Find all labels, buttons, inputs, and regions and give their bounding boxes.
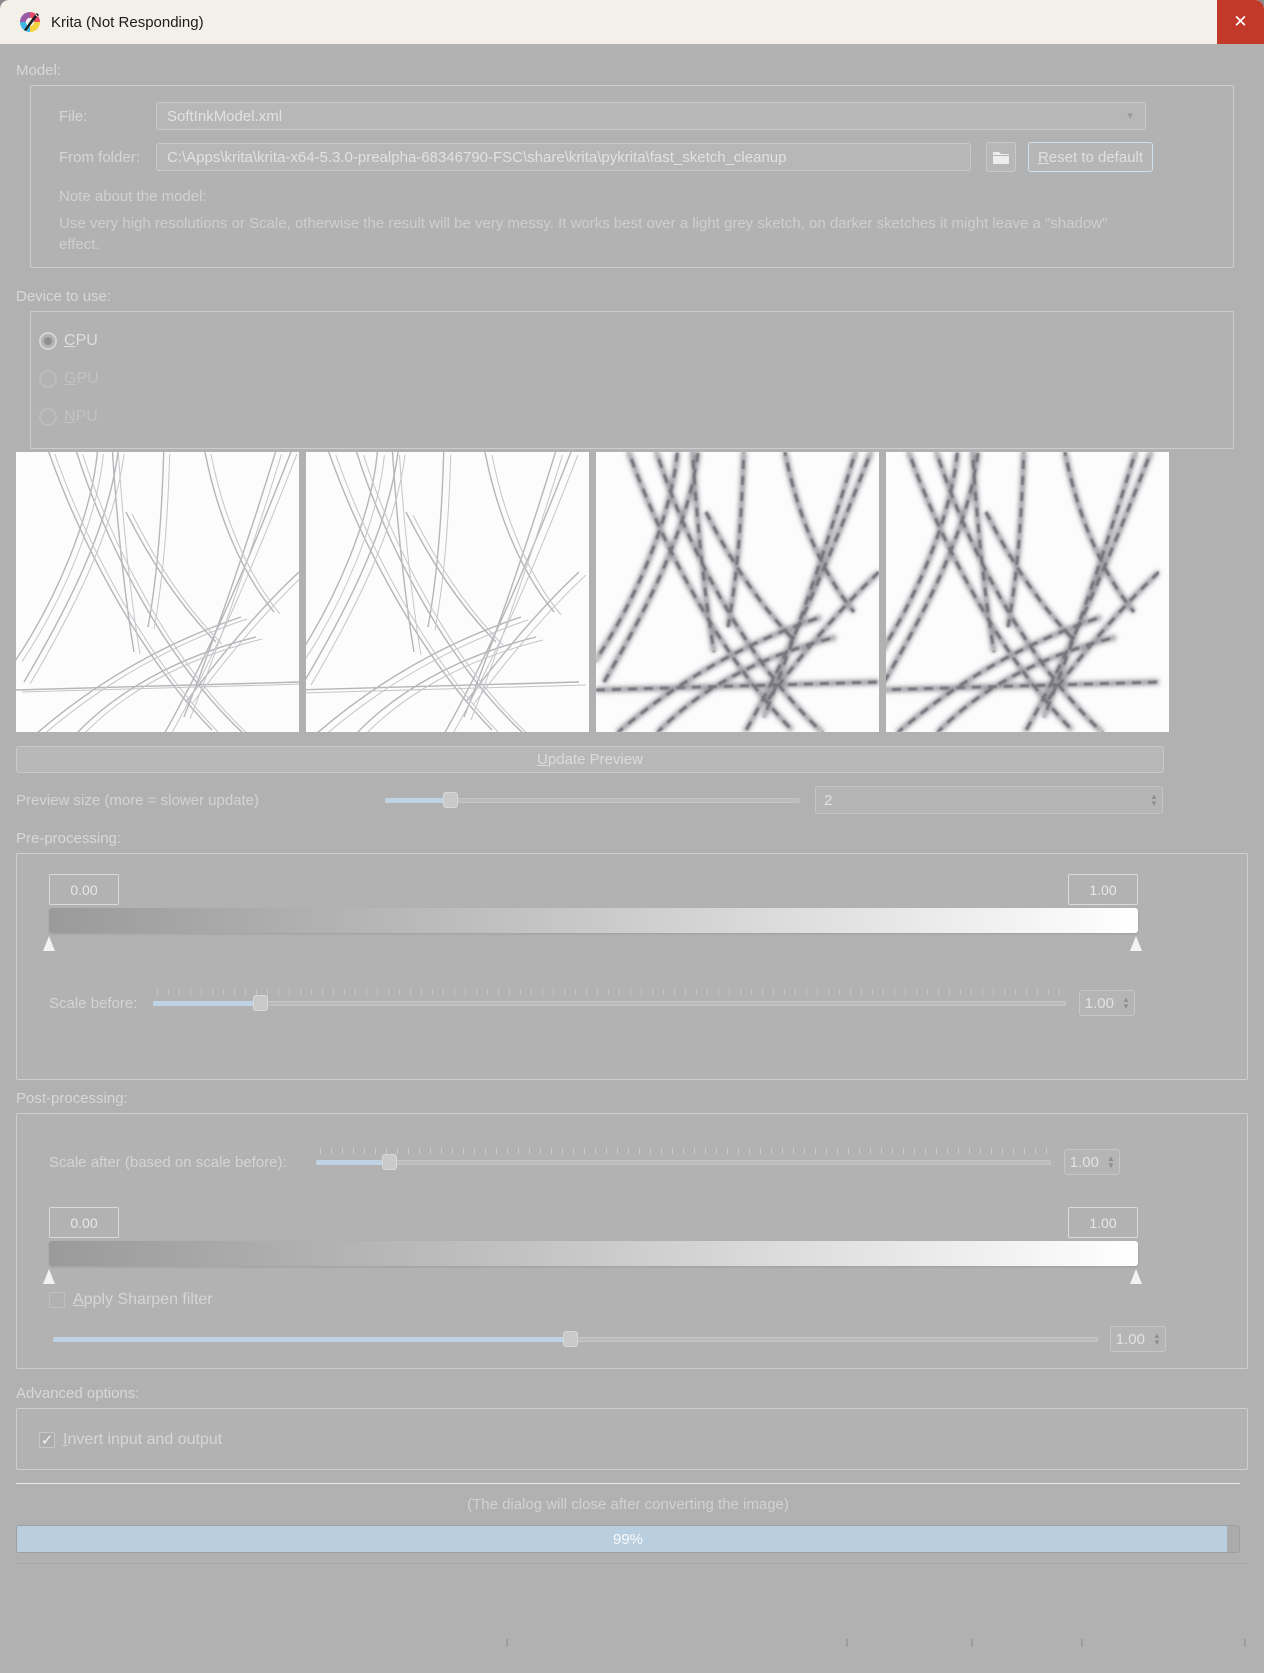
scale-after-slider[interactable] bbox=[316, 1148, 1051, 1176]
preview-size-value: 2 bbox=[824, 791, 833, 809]
progress-bar bbox=[16, 1525, 1240, 1553]
preview-strip bbox=[16, 452, 1248, 732]
scale-after-value: 1.00 bbox=[1069, 1153, 1099, 1171]
folder-path-field[interactable] bbox=[156, 143, 971, 171]
spin-up-icon[interactable]: ▲ bbox=[1153, 1331, 1161, 1340]
model-file-combobox[interactable] bbox=[156, 102, 1146, 130]
preview-size-slider[interactable] bbox=[385, 786, 800, 814]
slider-groove bbox=[316, 1160, 1051, 1165]
scale-before-spinbox[interactable] bbox=[1079, 990, 1135, 1016]
spin-up-icon[interactable]: ▲ bbox=[1150, 792, 1158, 801]
titlebar bbox=[0, 0, 1264, 44]
scale-before-value: 1.00 bbox=[1084, 994, 1114, 1012]
slider-fill bbox=[385, 798, 447, 803]
apply-sharpen-row[interactable] bbox=[49, 1290, 1220, 1310]
post-processing-group bbox=[16, 1113, 1248, 1369]
levels-max-handle[interactable] bbox=[1130, 936, 1142, 951]
slider-fill bbox=[153, 1001, 258, 1006]
spin-up-icon[interactable]: ▲ bbox=[1107, 1154, 1115, 1163]
preview-image-2 bbox=[306, 452, 589, 732]
sharpen-label: Apply Sharpen filter bbox=[73, 1291, 213, 1308]
model-group bbox=[30, 85, 1234, 268]
radio-button-cpu[interactable] bbox=[39, 332, 57, 350]
post-levels-min-box[interactable]: 0.00 bbox=[49, 1207, 119, 1238]
window-title: Krita (Not Responding) bbox=[51, 13, 204, 31]
model-note-text: Use very high resolutions or Scale, otherwise the result will be very messy. It works best over a light grey sketch, on darker sketches it might leave a "shadow" effect. bbox=[59, 215, 1108, 253]
spin-up-icon[interactable]: ▲ bbox=[1122, 995, 1130, 1004]
update-preview-button[interactable]: Update Preview bbox=[16, 746, 1164, 773]
spin-down-icon[interactable]: ▼ bbox=[1122, 1002, 1130, 1011]
scale-before-slider[interactable] bbox=[153, 989, 1066, 1017]
preview-size-spinbox[interactable] bbox=[815, 786, 1163, 814]
slider-fill bbox=[53, 1337, 570, 1342]
reset-to-default-button[interactable]: Reset to default bbox=[1028, 142, 1153, 172]
pre-levels-handles bbox=[49, 933, 1138, 955]
model-note-label: Note about the model: bbox=[59, 188, 207, 205]
pre-levels-gradient[interactable] bbox=[49, 908, 1138, 933]
file-label: File: bbox=[59, 107, 88, 125]
divider bbox=[16, 1483, 1240, 1484]
slider-handle[interactable] bbox=[382, 1154, 397, 1170]
slider-groove bbox=[153, 1001, 1066, 1006]
pre-processing-group bbox=[16, 853, 1248, 1080]
levels-min-handle[interactable] bbox=[43, 1269, 55, 1284]
levels-min-handle[interactable] bbox=[43, 936, 55, 951]
sharpen-checkbox[interactable] bbox=[49, 1292, 65, 1308]
radio-label-cpu: CPU bbox=[64, 332, 98, 349]
post-processing-label: Post-processing: bbox=[16, 1090, 128, 1107]
invert-checkbox[interactable] bbox=[39, 1432, 55, 1448]
radio-button-gpu bbox=[39, 370, 57, 388]
radio-button-npu bbox=[39, 408, 57, 426]
check-icon: ✓ bbox=[40, 1432, 54, 1449]
preview-image-4 bbox=[886, 452, 1169, 732]
slider-handle[interactable] bbox=[253, 995, 268, 1011]
radio-option-gpu bbox=[39, 368, 1233, 390]
slider-handle[interactable] bbox=[563, 1331, 578, 1347]
scale-after-spinbox[interactable] bbox=[1064, 1149, 1120, 1175]
close-icon: ✕ bbox=[1233, 12, 1248, 31]
model-section-label: Model: bbox=[16, 62, 62, 79]
device-group bbox=[30, 311, 1234, 449]
chevron-down-icon: ▼ bbox=[1125, 110, 1135, 122]
post-levels-max-box[interactable]: 1.00 bbox=[1068, 1207, 1138, 1238]
pre-levels-max-box[interactable]: 1.00 bbox=[1068, 874, 1138, 905]
folder-path-value: C:\Apps\krita\krita-x64-5.3.0-prealpha-68346790-FSC\share\krita\pykrita\fast_sketch_cleanup bbox=[167, 148, 787, 166]
progress-text: 99% bbox=[612, 1530, 644, 1548]
radio-option-npu bbox=[39, 406, 1233, 428]
spinbox-arrows[interactable] bbox=[1149, 1332, 1165, 1346]
scale-before-label: Scale before: bbox=[49, 994, 138, 1012]
spin-down-icon[interactable]: ▼ bbox=[1150, 799, 1158, 808]
spinbox-arrows[interactable] bbox=[1118, 996, 1134, 1010]
browse-folder-button[interactable] bbox=[986, 142, 1016, 172]
post-levels-handles bbox=[49, 1266, 1138, 1288]
sharpen-strength-slider[interactable] bbox=[53, 1325, 1098, 1353]
advanced-options-label: Advanced options: bbox=[16, 1385, 140, 1402]
preview-image-3 bbox=[596, 452, 879, 732]
radio-label-npu: NPU bbox=[64, 408, 98, 425]
advanced-options-group bbox=[16, 1408, 1248, 1470]
spin-down-icon[interactable]: ▼ bbox=[1107, 1161, 1115, 1170]
sharpen-value: 1.00 bbox=[1115, 1330, 1145, 1348]
slider-handle[interactable] bbox=[443, 792, 458, 808]
preview-image-1 bbox=[16, 452, 299, 732]
invert-label: Invert input and output bbox=[63, 1431, 223, 1448]
preview-size-label: Preview size (more = slower update) bbox=[16, 791, 260, 809]
radio-label-gpu: GPU bbox=[64, 370, 99, 387]
krita-app-icon bbox=[18, 10, 42, 34]
model-file-value: SoftInkModel.xml bbox=[167, 107, 283, 125]
spinbox-arrows[interactable] bbox=[1103, 1155, 1119, 1169]
spinbox-arrows[interactable] bbox=[1146, 793, 1162, 807]
closing-note: (The dialog will close after converting the image) bbox=[467, 1496, 789, 1513]
from-folder-label: From folder: bbox=[59, 148, 140, 166]
invert-row[interactable] bbox=[39, 1430, 1247, 1450]
close-button[interactable] bbox=[1217, 0, 1264, 44]
bottom-strip bbox=[16, 1563, 1248, 1649]
pre-levels-min-box[interactable]: 0.00 bbox=[49, 874, 119, 905]
radio-option-cpu[interactable] bbox=[39, 330, 1233, 352]
spin-down-icon[interactable]: ▼ bbox=[1153, 1338, 1161, 1347]
device-section-label: Device to use: bbox=[16, 288, 112, 305]
slider-fill bbox=[316, 1160, 386, 1165]
folder-icon bbox=[992, 150, 1010, 165]
post-levels-gradient[interactable] bbox=[49, 1241, 1138, 1266]
levels-max-handle[interactable] bbox=[1130, 1269, 1142, 1284]
sharpen-spinbox[interactable] bbox=[1110, 1326, 1166, 1352]
scale-after-label: Scale after (based on scale before): bbox=[49, 1153, 287, 1171]
pre-processing-label: Pre-processing: bbox=[16, 830, 122, 847]
